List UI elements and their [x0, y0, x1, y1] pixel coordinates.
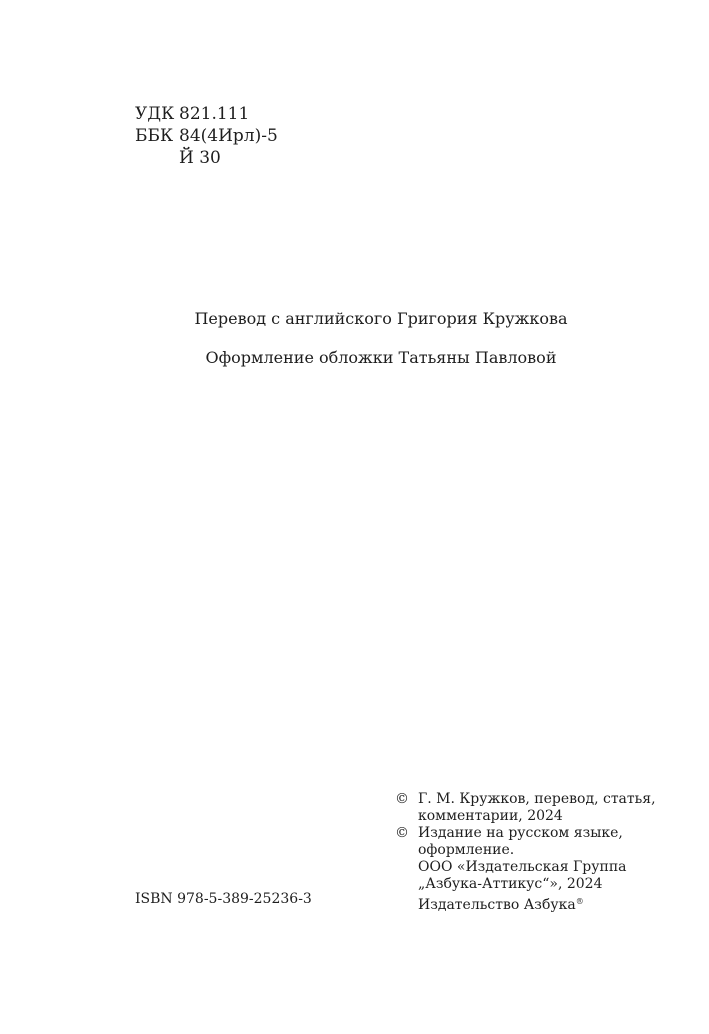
- udk-value: 821.111: [179, 104, 250, 124]
- copyright-line: Издание на русском языке,: [418, 825, 623, 841]
- udk-row: [135, 103, 278, 125]
- translator-credit: Перевод с английского Григория Кружкова: [194, 309, 568, 328]
- udk-label: УДК: [135, 104, 175, 124]
- cover-design-credit: Оформление обложки Татьяны Павловой: [205, 348, 557, 367]
- classification-block: [135, 103, 278, 169]
- copyright-sign: ©: [395, 825, 409, 841]
- copyright-line: комментарии, 2024: [418, 808, 563, 824]
- copyright-block: [395, 791, 656, 914]
- bbk-label: ББК: [135, 126, 174, 146]
- publisher-name: Издательство Азбука: [418, 897, 576, 913]
- copyright-line: Г. М. Кружков, перевод, статья,: [418, 791, 656, 807]
- author-mark-row: [135, 147, 278, 169]
- copyright-line: „Азбука-Аттикус“», 2024: [418, 876, 603, 892]
- copyright-entry-edition: [395, 825, 656, 914]
- bbk-row: [135, 125, 278, 147]
- copyright-entry-translation: [395, 791, 656, 825]
- publisher-line: [418, 893, 656, 914]
- registered-mark: ®: [575, 897, 584, 906]
- copyright-sign: ©: [395, 791, 409, 807]
- author-mark: Й 30: [179, 148, 221, 168]
- copyright-line: ООО «Издательская Группа: [418, 859, 627, 875]
- copyright-line: оформление.: [418, 842, 515, 858]
- isbn: ISBN 978-5-389-25236-3: [135, 891, 312, 907]
- bbk-value: 84(4Ирл)-5: [179, 126, 278, 146]
